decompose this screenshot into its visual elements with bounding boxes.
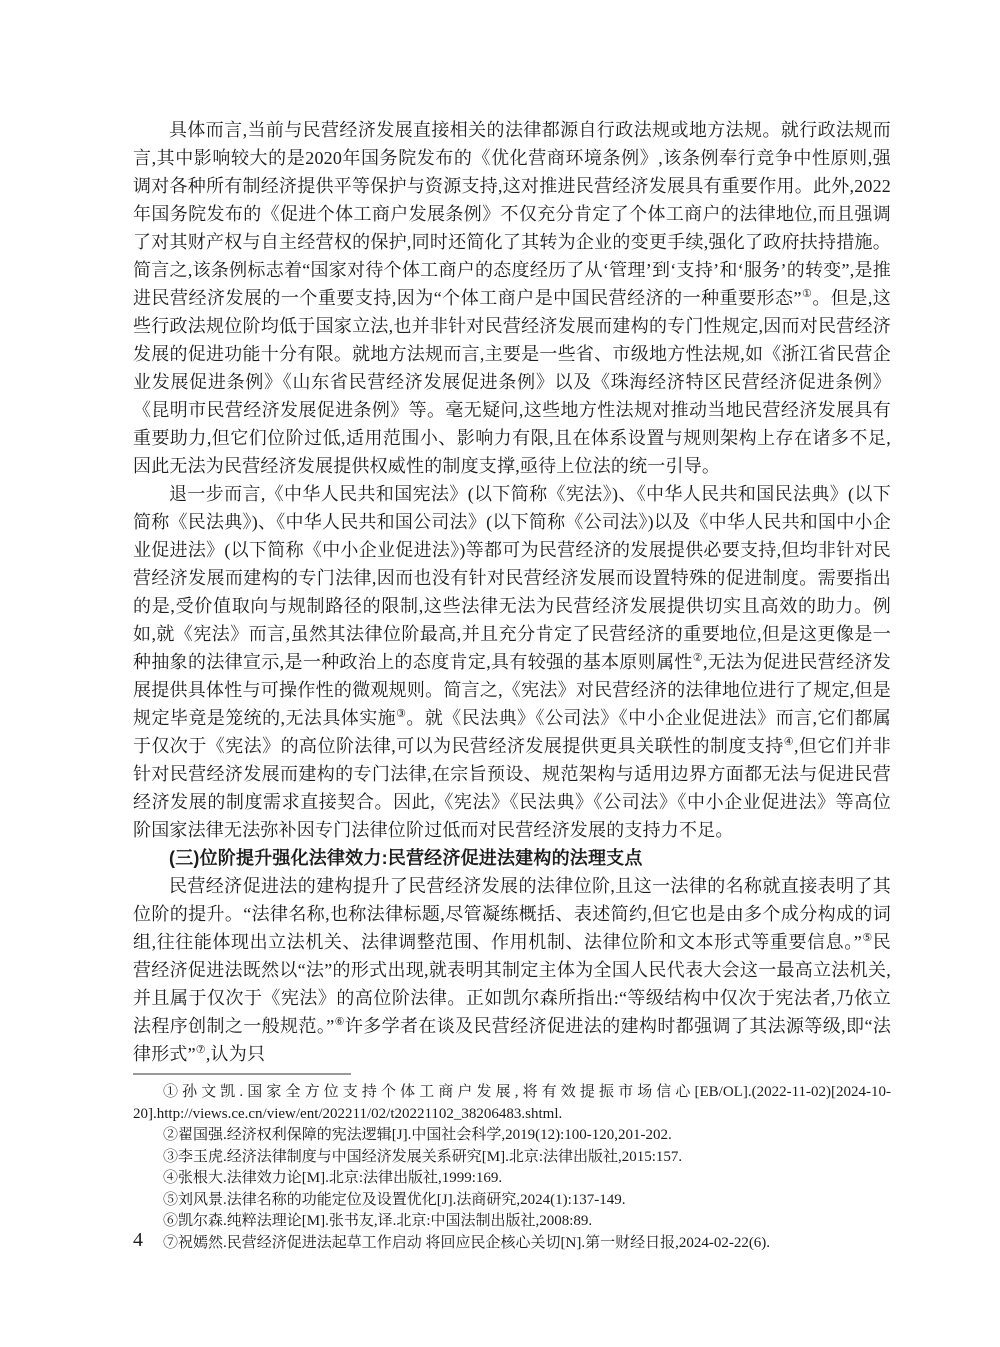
body-paragraph: 具体而言,当前与民营经济发展直接相关的法律都源自行政法规或地方法规。就行政法规而言,其中影响较大的是2020年国务院发布的《优化营商环境条例》,该条例奉行竞争中性原则,强调对各种所有制经济提供平等保护与资源支持,这对推进民营经济发展具有重要作用。此外,2022年国务院发布的《促进个体工商户发展条例》不仅充分肯定了个体工商户的法律地位,而且强调了对其财产权与自主经营权的保护,同时还简化了其转为企业的变更手续,强化了政府扶持措施。简言之,该条例标志着“国家对待个体工商户的态度经历了从‘管理’到‘支持’和‘服务’的转变”,是推进民营经济发展的一个重要支持,因为“个体工商户是中国民营经济的一种重要形态”①。但是,这些行政法规位阶均低于国家立法,也并非针对民营经济发展而建构的专门性规定,因而对民营经济发展的促进功能十分有限。就地方法规而言,主要是一些省、市级地方性法规,如《浙江省民营企业发展促进条例》《山东省民营经济发展促进条例》以及《珠海经济特区民营经济促进条例》《昆明市民营经济发展促进条例》等。毫无疑问,这些地方性法规对推动当地民营经济发展具有重要助力,但它们位阶过低,适用范围小、影响力有限,且在体系设置与规则架构上存在诸多不足,因此无法为民营经济发展提供权威性的制度支撑,亟待上位法的统一引导。 bbox=[133, 120, 892, 476]
footnote-ref: ⑤ bbox=[861, 932, 873, 944]
footnote-item: ⑤刘风景.法律名称的功能定位及设置优化[J].法商研究,2024(1):137-149. bbox=[163, 1191, 626, 1208]
footnote-ref: ④ bbox=[783, 736, 795, 748]
footnote-ref: ⑥ bbox=[334, 1016, 345, 1028]
text-block bbox=[133, 116, 891, 1254]
footnote-item: ⑦祝嫣然.民营经济促进法起草工作启动 将回应民企核心关切[N].第一财经日报,2024-02-22(6). bbox=[163, 1234, 771, 1251]
footnote-item: ④张根大.法律效力论[M].北京:法律出版社,1999:169. bbox=[163, 1170, 503, 1186]
body-paragraph: 民营经济促进法的建构提升了民营经济发展的法律位阶,且这一法律的名称就直接表明了其位阶的提升。“法律名称,也称法律标题,尽管凝练概括、表述简约,但它也是由多个成分构成的词组,往往能体现出立法机关、法律调整范围、作用机制、法律位阶和文本形式等重要信息。”⑤民营经济促进法既然以“法”的形式出现,就表明其制定主体为全国人民代表大会这一最高立法机关,并且属于仅次于《宪法》的高位阶法律。正如凯尔森所指出:“等级结构中仅次于宪法者,乃依立法程序创制之一般规范。”⑥许多学者在谈及民营经济促进法的建构时都强调了其法源等级,即“法律形式”⑦,认为只 bbox=[133, 876, 892, 1064]
footnote-item: ②翟国强.经济权利保障的宪法逻辑[J].中国社会科学,2019(12):100-120,201-202. bbox=[163, 1127, 672, 1143]
footnote-item: ③李玉虎.经济法律制度与中国经济发展关系研究[M].北京:法律出版社,2015:157. bbox=[163, 1148, 683, 1165]
section-heading: (三)位阶提升强化法律效力:民营经济促进法建构的法理支点 bbox=[169, 848, 643, 868]
footnote-ref: ① bbox=[801, 288, 813, 300]
footnote-separator bbox=[133, 1073, 351, 1075]
page-number: 4 bbox=[133, 1229, 143, 1251]
footnote-list bbox=[133, 1082, 891, 1254]
article-body bbox=[133, 116, 891, 1068]
footnote-item: ①孙文凯.国家全方位支持个体工商户发展,将有效提振市场信心[EB/OL].(2022-11-02)[2024-10-20].http://views.ce.cn/view/ent/202211/02/t20221102_38206483.shtml. bbox=[133, 1084, 891, 1122]
footnote-item: ⑥凯尔森.纯粹法理论[M].张书友,译.北京:中国法制出版社,2008:89. bbox=[163, 1213, 593, 1229]
footnote-ref: ② bbox=[692, 652, 703, 664]
footnote-ref: ⑦ bbox=[195, 1044, 206, 1056]
body-paragraph: 退一步而言,《中华人民共和国宪法》(以下简称《宪法》)、《中华人民共和国民法典》(以下简称《民法典》)、《中华人民共和国公司法》(以下简称《公司法》)以及《中华人民共和国中小企业促进法》(以下简称《中小企业促进法》)等都可为民营经济的发展提供必要支持,但均非针对民营经济发展而建构的专门法律,因而也没有针对民营经济发展而设置特殊的促进制度。需要指出的是,受价值取向与规制路径的限制,这些法律无法为民营经济发展提供切实且高效的助力。例如,就《宪法》而言,虽然其法律位阶最高,并且充分肯定了民营经济的重要地位,但是这更像是一种抽象的法律宣示,是一种政治上的态度肯定,具有较强的基本原则属性②,无法为促进民营经济发展提供具体性与可操作性的微观规则。简言之,《宪法》对民营经济的法律地位进行了规定,但是规定毕竟是笼统的,无法具体实施③。就《民法典》《公司法》《中小企业促进法》而言,它们都属于仅次于《宪法》的高位阶法律,可以为民营经济发展提供更具关联性的制度支持④,但它们并非针对民营经济发展而建构的专门法律,在宗旨预设、规范架构与适用边界方面都无法与促进民营经济发展的制度需求直接契合。因此,《宪法》《民法典》《公司法》《中小企业促进法》等高位阶国家法律无法弥补因专门法律位阶过低而对民营经济发展的支持力不足。 bbox=[133, 484, 892, 840]
footnote-ref: ③ bbox=[396, 708, 407, 720]
